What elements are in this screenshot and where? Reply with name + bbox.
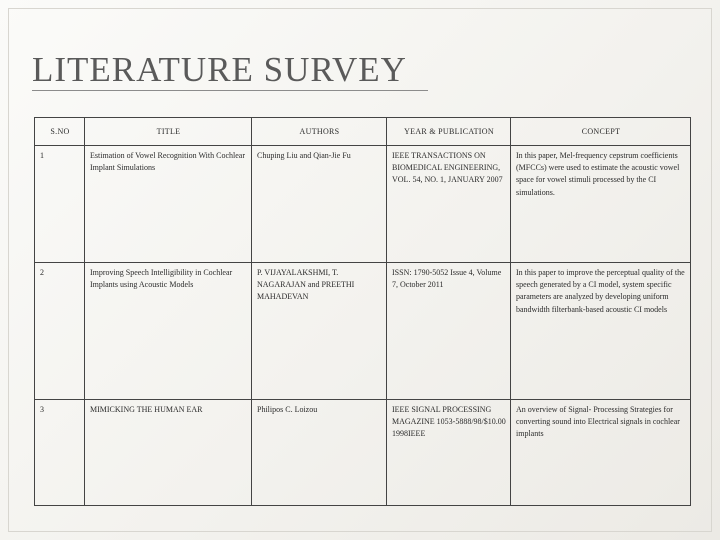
row-1-sno: 1 [35,146,85,263]
row-2-publication: ISSN: 1790-5052 Issue 4, Volume 7, October 2011 [387,263,511,400]
row-2-concept: In this paper to improve the perceptual quality of the speech generated by a CI model, system specific parameters are analyzed by developing uniform bandwidth filterbank-based acoustic CI models [511,263,690,400]
header-sno: S.NO [35,118,85,146]
row-3-authors: Philipos C. Loizou [252,400,387,505]
literature-table [34,117,691,506]
header-title: TITLE [85,118,252,146]
slide-frame-top [8,8,712,9]
row-1-publication: IEEE TRANSACTIONS ON BIOMEDICAL ENGINEERING, VOL. 54, NO. 1, JANUARY 2007 [387,146,511,263]
row-3-title: MIMICKING THE HUMAN EAR [85,400,252,505]
row-1-title: Estimation of Vowel Recognition With Cochlear Implant Simulations [85,146,252,263]
row-3-concept: An overview of Signal- Processing Strategies for converting sound into Electrical signals in cochlear implants [516,405,680,439]
row-3-sno: 3 [35,400,85,505]
title-underline [32,90,428,91]
slide-frame-bottom [8,531,712,532]
header-year-publication: YEAR & PUBLICATION [387,118,511,146]
header-authors: AUTHORS [252,118,387,146]
row-1-concept: In this paper, Mel-frequency cepstrum coefficients (MFCCs) were used to estimate the acoustic vowel space for vowel stimuli processed by the CI simulations. [511,146,690,263]
slide-title: LITERATURE SURVEY [32,50,407,89]
row-3-publication: IEEE SIGNAL PROCESSING MAGAZINE 1053-5888/98/$10.00 1998IEEE [387,400,511,505]
slide-frame-right [711,8,712,532]
row-2-title: Improving Speech Intelligibility in Cochlear Implants using Acoustic Models [85,263,252,400]
row-2-authors: P. VIJAYALAKSHMI, T. NAGARAJAN and PREETHI MAHADEVAN [252,263,387,400]
header-concept: CONCEPT [511,118,690,146]
row-2-sno: 2 [35,263,85,400]
row-1-authors: Chuping Liu and Qian-Jie Fu [252,146,387,263]
slide-frame-left [8,8,9,532]
